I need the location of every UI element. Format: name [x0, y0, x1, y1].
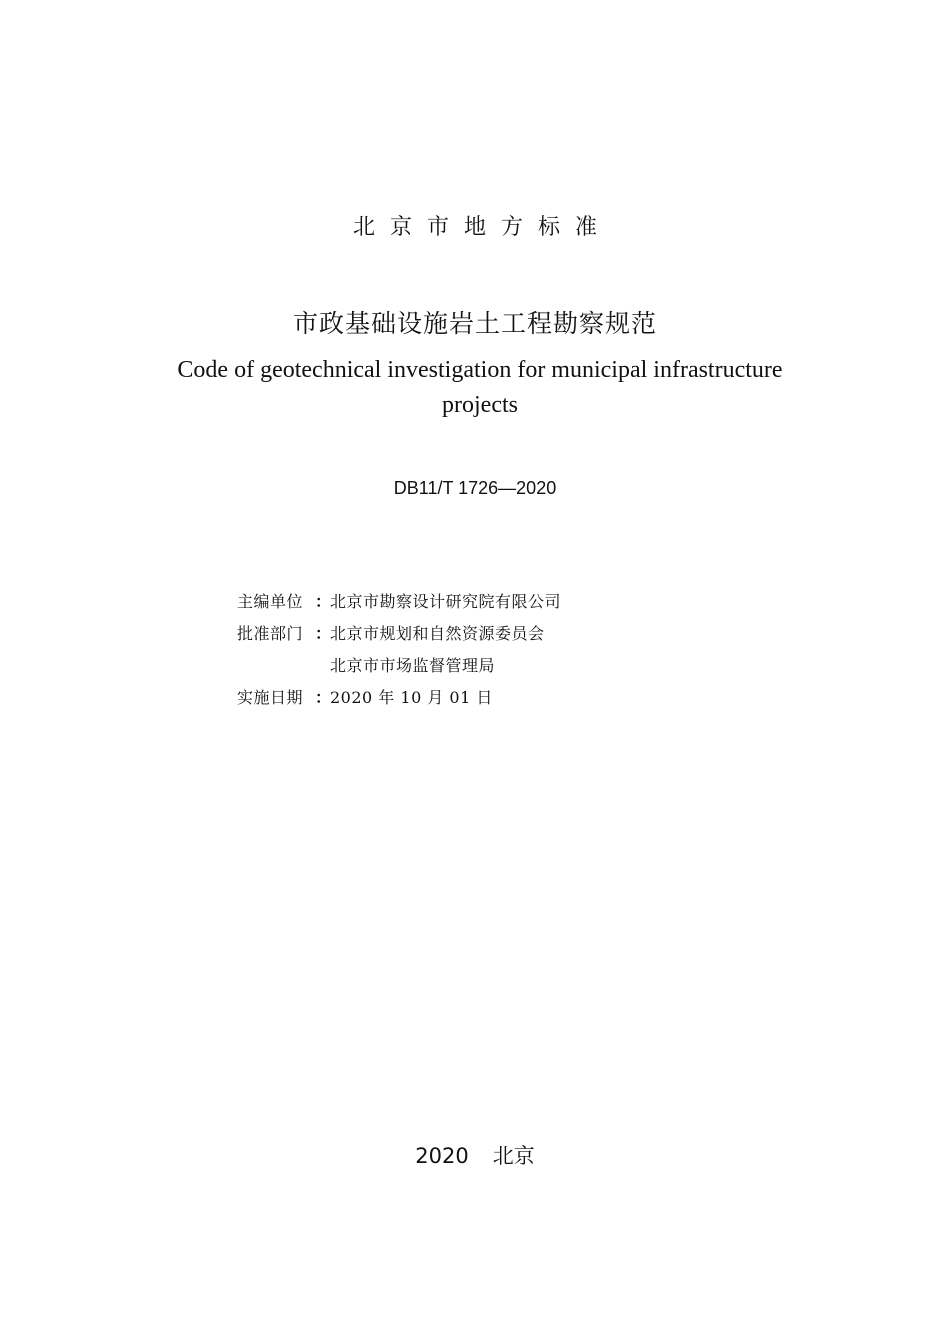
colon-separator: ：: [315, 688, 332, 707]
approval-department-label: 批准部门: [237, 624, 304, 643]
colon-separator: ：: [315, 624, 332, 643]
chief-editor-label: 主编单位: [237, 592, 304, 611]
approval-department-row: [237, 622, 545, 646]
chief-editor-row: [237, 590, 561, 614]
colon-separator: ：: [315, 592, 332, 611]
effective-date-value: 2020 年 10 月 01 日: [330, 688, 493, 707]
effective-date-row: [237, 686, 493, 710]
document-title-chinese: 市政基础设施岩土工程勘察规范: [292, 309, 657, 338]
approval-department-value-2: 北京市市场监督管理局: [330, 656, 496, 675]
publication-year: 2020: [415, 1144, 469, 1168]
publication-footer: [0, 1140, 950, 1170]
approval-department-row-2: [237, 654, 495, 678]
approval-department-value-1: 北京市规划和自然资源委员会: [330, 624, 545, 643]
chief-editor-value: 北京市勘察设计研究院有限公司: [330, 592, 562, 611]
standard-code: DB11/T 1726—2020: [393, 478, 557, 498]
standard-category-heading: 北京市地方标准: [352, 215, 612, 240]
document-title-english: Code of geotechnical investigation for municipal infrastructure projects: [177, 357, 783, 418]
effective-date-label: 实施日期: [237, 688, 304, 707]
publication-city: 北京: [492, 1144, 535, 1168]
